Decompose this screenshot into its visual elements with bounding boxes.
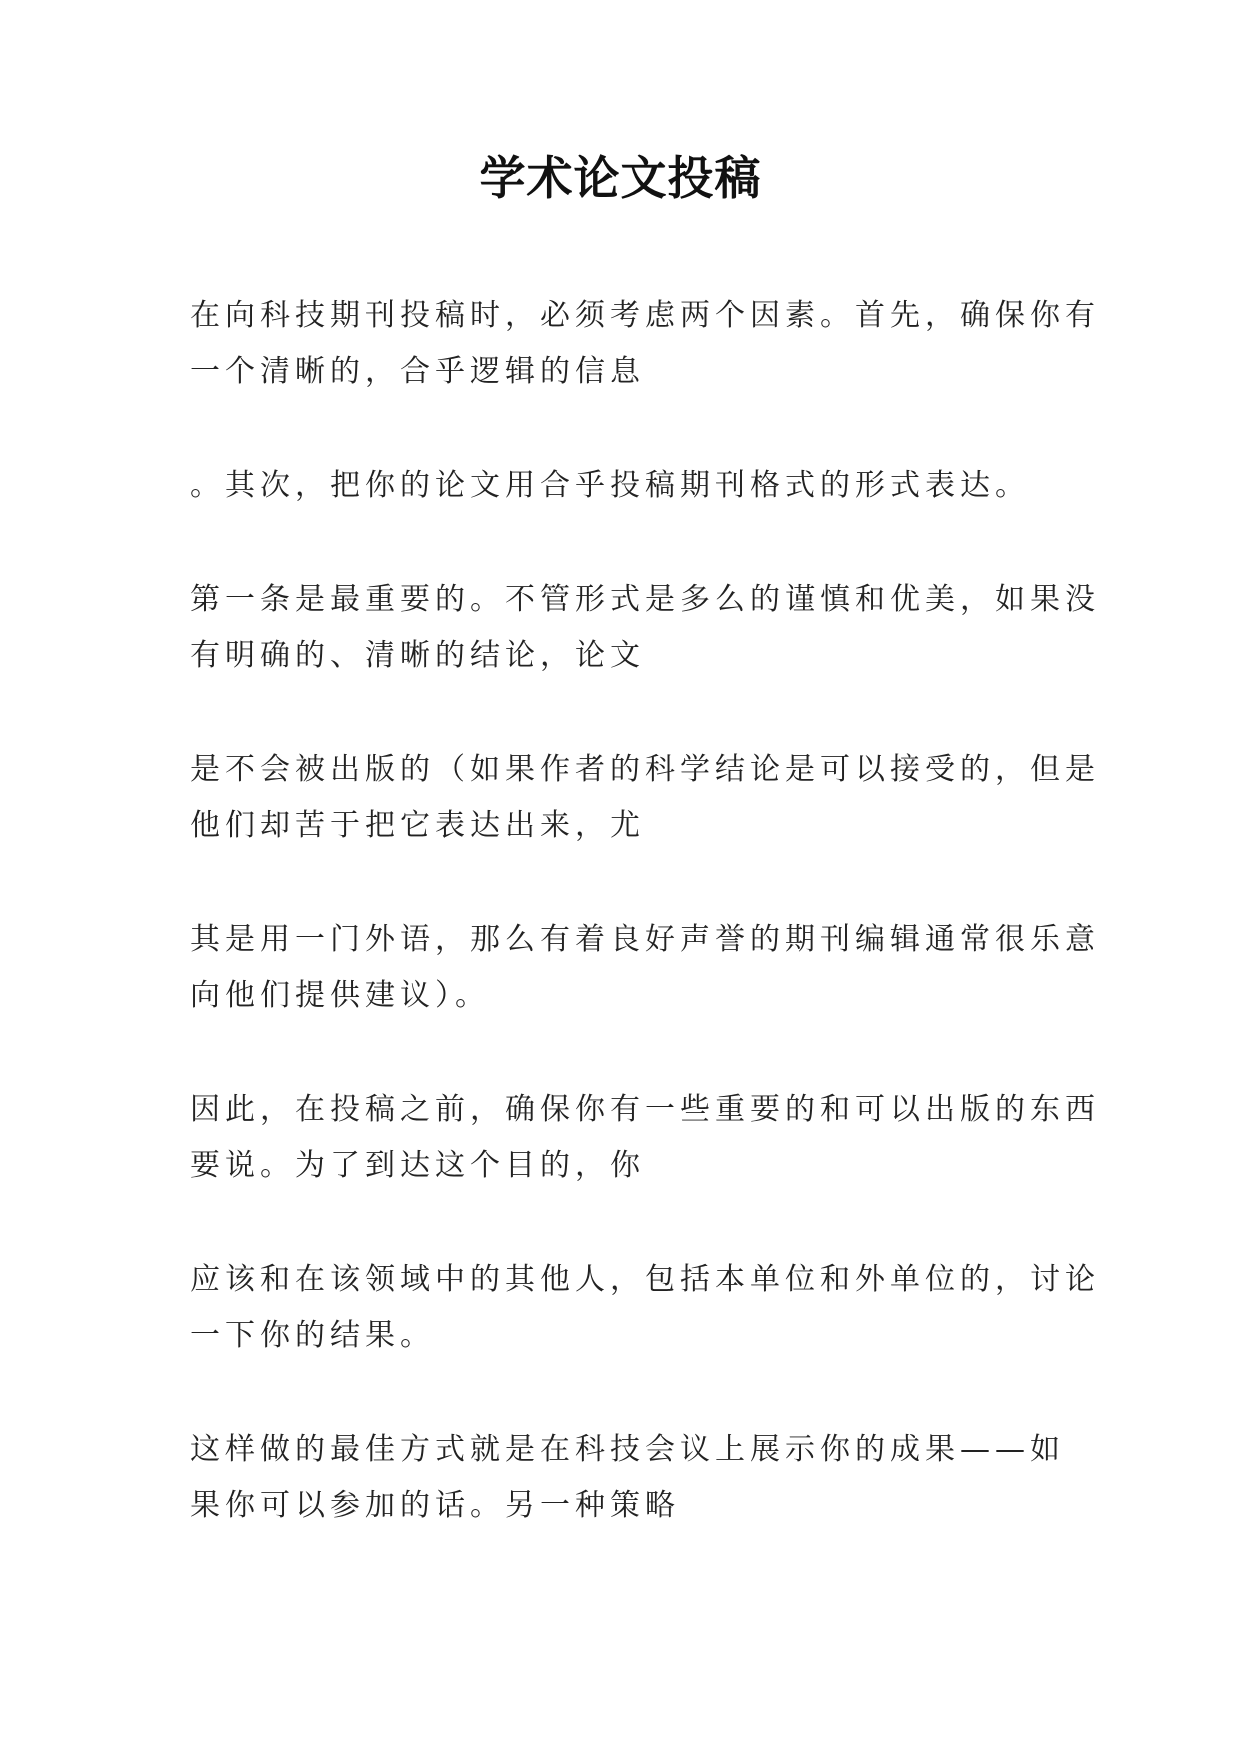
paragraph <box>190 1082 1100 1194</box>
document-title: 学术论文投稿 <box>479 151 762 205</box>
text-line: 是不会被出版的（如果作者的科学结论是可以接受的，但是 <box>190 752 1100 787</box>
text-line: 要说。为了到达这个目的，你 <box>190 1148 645 1183</box>
text-line: 在向科技期刊投稿时，必须考虑两个因素。首先，确保你有 <box>190 298 1100 333</box>
text-line: 向他们提供建议）。 <box>190 978 490 1013</box>
paragraph <box>190 288 1100 400</box>
text-line: 果你可以参加的话。另一种策略 <box>190 1488 680 1523</box>
paragraph <box>190 742 1100 854</box>
paragraph <box>190 912 1100 1024</box>
text-line: 第一条是最重要的。不管形式是多么的谨慎和优美，如果没 <box>190 582 1100 617</box>
text-line: 因此，在投稿之前，确保你有一些重要的和可以出版的东西 <box>190 1092 1100 1127</box>
text-line: 他们却苦于把它表达出来，尤 <box>190 808 645 843</box>
text-line: 这样做的最佳方式就是在科技会议上展示你的成果——如 <box>190 1432 1065 1467</box>
text-line: 有明确的、清晰的结论，论文 <box>190 638 645 673</box>
paragraph <box>190 458 1060 514</box>
text-line: 应该和在该领域中的其他人，包括本单位和外单位的，讨论 <box>190 1262 1100 1297</box>
text-line: 。其次，把你的论文用合乎投稿期刊格式的形式表达。 <box>190 468 1030 503</box>
paragraph <box>190 572 1100 684</box>
paragraph <box>190 1252 1100 1364</box>
text-line: 一下你的结果。 <box>190 1318 435 1353</box>
document-body <box>190 288 1100 1592</box>
text-line: 一个清晰的，合乎逻辑的信息 <box>190 354 645 389</box>
text-line: 其是用一门外语，那么有着良好声誉的期刊编辑通常很乐意 <box>190 922 1100 957</box>
paragraph <box>190 1422 1065 1534</box>
